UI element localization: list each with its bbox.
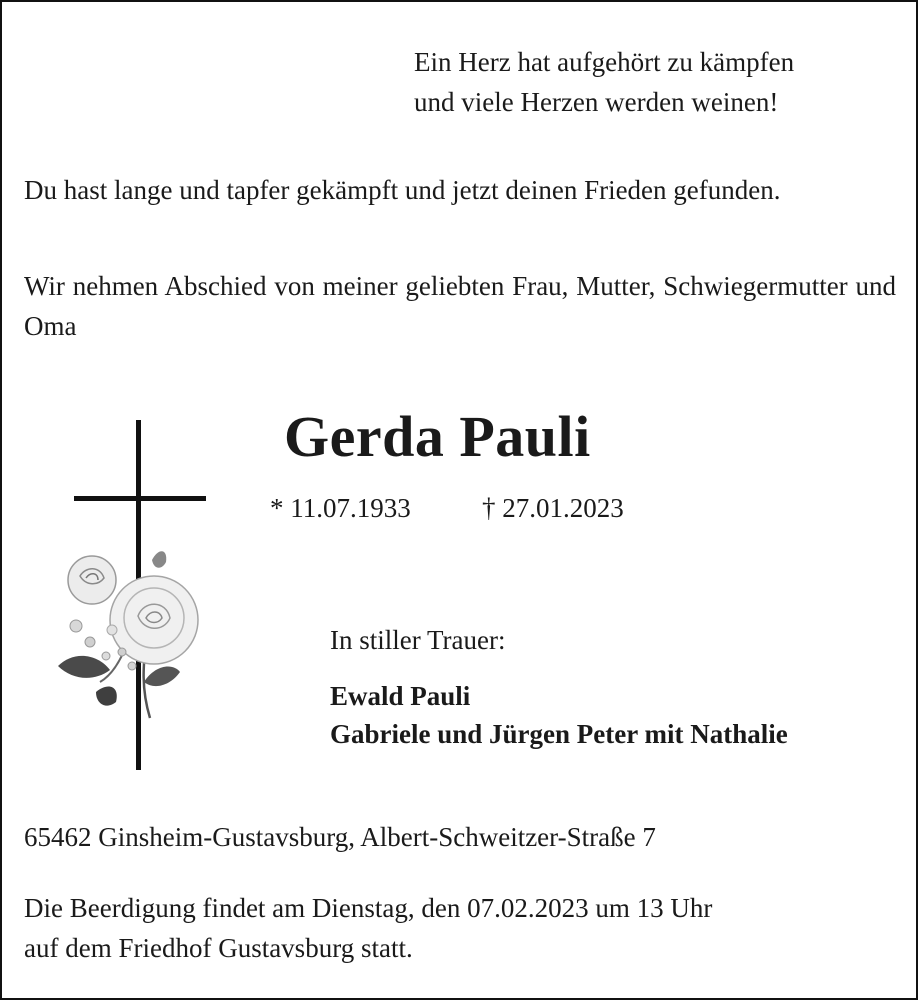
funeral-line-2: auf dem Friedhof Gustavsburg statt. — [24, 933, 413, 963]
address: 65462 Ginsheim-Gustavsburg, Albert-Schweitzer-Straße 7 — [24, 822, 656, 852]
funeral-line-1: Die Beerdigung findet am Dienstag, den 07.02.2023 um 13 Uhr — [24, 893, 713, 923]
deceased-name: Gerda Pauli — [284, 404, 591, 469]
motto-line-2: und viele Herzen werden weinen! — [414, 87, 779, 117]
mourner-name: Gabriele und Jürgen Peter mit Nathalie — [330, 719, 788, 749]
death-date: † 27.01.2023 — [482, 493, 624, 523]
mourners-label: In stiller Trauer: — [330, 625, 506, 655]
funeral-info — [24, 888, 712, 968]
mourner-name: Ewald Pauli — [330, 681, 471, 711]
cross-with-roses-icon — [52, 420, 222, 772]
motto — [414, 42, 794, 122]
intro-paragraph-1: Du hast lange und tapfer gekämpft und jetzt deinen Frieden gefunden. — [24, 175, 781, 205]
motto-line-1: Ein Herz hat aufgehört zu kämpfen — [414, 47, 795, 77]
birth-date: * 11.07.1933 — [270, 493, 411, 523]
intro-paragraph-2: Wir nehmen Abschied von meiner geliebten Frau, Mutter, Schwiegermutter und Oma — [24, 271, 896, 341]
